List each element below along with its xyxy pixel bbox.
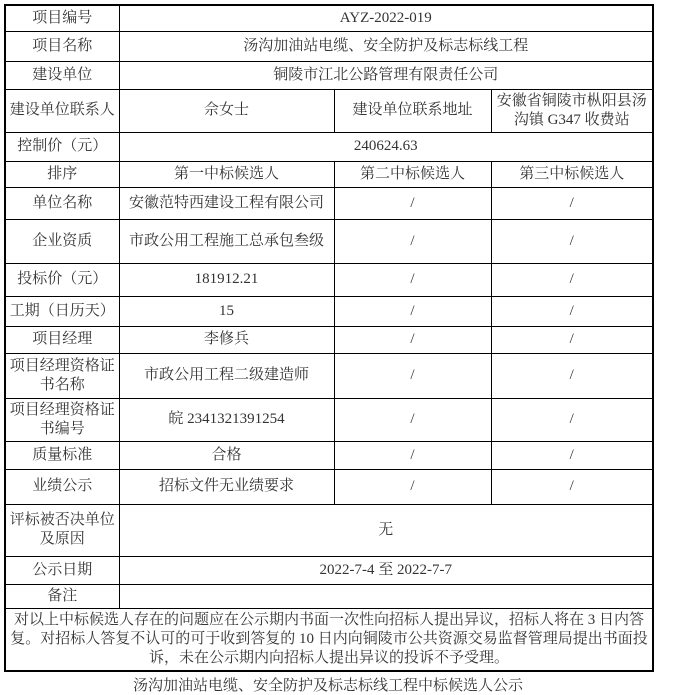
rank-header-third: 第三中标候选人: [491, 161, 653, 187]
remark-label: 备注: [5, 584, 119, 608]
table-row: [5, 608, 653, 671]
table-row: [5, 5, 653, 31]
project-no-label: 项目编号: [5, 5, 119, 31]
table-row: [5, 187, 653, 219]
owner-value: 铜陵市江北公路管理有限责任公司: [119, 61, 653, 89]
quality-standard-c2: /: [334, 441, 491, 469]
rank-header-first: 第一中标候选人: [119, 161, 334, 187]
duration-label: 工期（日历天）: [5, 296, 119, 326]
publicity-date-label: 公示日期: [5, 556, 119, 584]
project-manager-c1: 李修兵: [119, 326, 334, 353]
contact-addr-value: 安徽省铜陵市枞阳县汤沟镇 G347 收费站: [491, 89, 653, 132]
qualification-c1: 市政公用工程施工总承包叁级: [119, 219, 334, 263]
contact-label: 建设单位联系人: [5, 89, 119, 132]
quality-standard-c1: 合格: [119, 441, 334, 469]
company-name-c3: /: [491, 187, 653, 219]
contact-value: 佘女士: [119, 89, 334, 132]
bid-price-c1: 181912.21: [119, 263, 334, 296]
table-row: [5, 469, 653, 504]
bid-price-label: 投标价（元）: [5, 263, 119, 296]
bid-announcement-table: [4, 4, 654, 672]
table-row: [5, 132, 653, 161]
qualification-c2: /: [334, 219, 491, 263]
cert-no-c2: /: [334, 398, 491, 441]
duration-c1: 15: [119, 296, 334, 326]
objection-note: 对以上中标候选人存在的问题应在公示期内书面一次性向招标人提出异议，招标人将在 3 日内答复。对招标人答复不认可的可于收到答复的 10 日内向铜陵市公共资源交易监督管理局提出书面投诉，未在公示期内向招标人提出异议的投诉不予受理。: [5, 608, 653, 671]
cert-name-c1: 市政公用工程二级建造师: [119, 353, 334, 398]
cert-name-label: 项目经理资格证书名称: [5, 353, 119, 398]
performance-c2: /: [334, 469, 491, 504]
quality-standard-c3: /: [491, 441, 653, 469]
publicity-date-value: 2022-7-4 至 2022-7-7: [119, 556, 653, 584]
bid-price-c3: /: [491, 263, 653, 296]
qualification-c3: /: [491, 219, 653, 263]
project-name-value: 汤沟加油站电缆、安全防护及标志标线工程: [119, 31, 653, 61]
project-no-value: AYZ-2022-019: [119, 5, 653, 31]
rank-header-label: 排序: [5, 161, 119, 187]
table-row: [5, 441, 653, 469]
control-price-label: 控制价（元）: [5, 132, 119, 161]
company-name-c1: 安徽范特西建设工程有限公司: [119, 187, 334, 219]
qualification-label: 企业资质: [5, 219, 119, 263]
table-row: [5, 398, 653, 441]
contact-addr-label: 建设单位联系地址: [334, 89, 491, 132]
project-manager-label: 项目经理: [5, 326, 119, 353]
table-row: [5, 89, 653, 132]
duration-c3: /: [491, 296, 653, 326]
remark-value: [119, 584, 653, 608]
rejected-label: 评标被否决单位及原因: [5, 504, 119, 556]
table-row: [5, 161, 653, 187]
table-row: [5, 296, 653, 326]
cert-no-label: 项目经理资格证书编号: [5, 398, 119, 441]
cert-name-c2: /: [334, 353, 491, 398]
performance-c3: /: [491, 469, 653, 504]
table-row: [5, 31, 653, 61]
quality-standard-label: 质量标准: [5, 441, 119, 469]
duration-c2: /: [334, 296, 491, 326]
project-manager-c3: /: [491, 326, 653, 353]
cert-name-c3: /: [491, 353, 653, 398]
table-row: [5, 556, 653, 584]
project-manager-c2: /: [334, 326, 491, 353]
table-row: [5, 504, 653, 556]
table-row: [5, 263, 653, 296]
bid-price-c2: /: [334, 263, 491, 296]
owner-label: 建设单位: [5, 61, 119, 89]
table-row: [5, 326, 653, 353]
table-row: [5, 353, 653, 398]
cert-no-c3: /: [491, 398, 653, 441]
company-name-label: 单位名称: [5, 187, 119, 219]
cert-no-c1: 皖 2341321391254: [119, 398, 334, 441]
table-row: [5, 61, 653, 89]
rejected-value: 无: [119, 504, 653, 556]
rank-header-second: 第二中标候选人: [334, 161, 491, 187]
performance-c1: 招标文件无业绩要求: [119, 469, 334, 504]
company-name-c2: /: [334, 187, 491, 219]
table-row: [5, 219, 653, 263]
performance-label: 业绩公示: [5, 469, 119, 504]
table-row: [5, 584, 653, 608]
project-name-label: 项目名称: [5, 31, 119, 61]
clipped-caption: 汤沟加油站电缆、安全防护及标志标线工程中标候选人公示: [132, 678, 523, 694]
control-price-value: 240624.63: [119, 132, 653, 161]
